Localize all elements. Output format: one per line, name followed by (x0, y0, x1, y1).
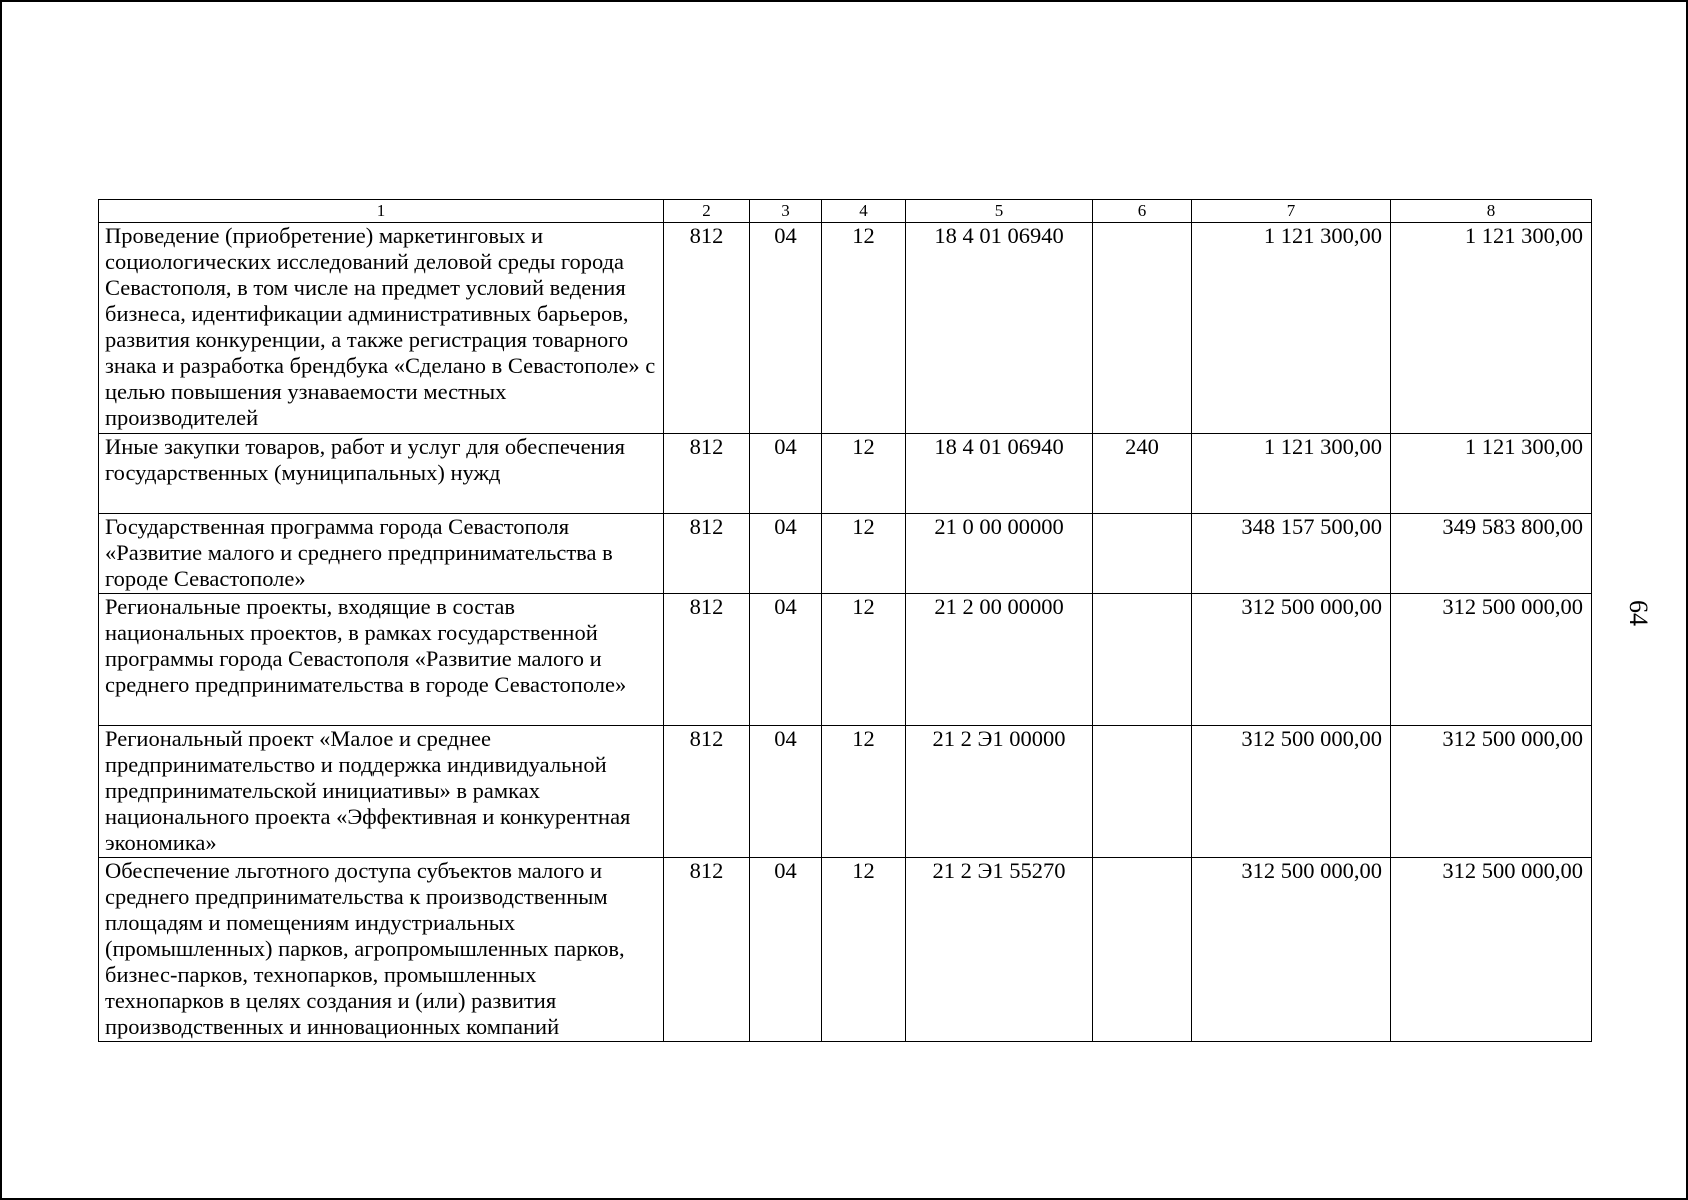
cell-target-article: 21 0 00 00000 (906, 514, 1093, 594)
cell-subsection: 12 (822, 514, 906, 594)
cell-subsection: 12 (822, 434, 906, 514)
cell-section: 04 (750, 434, 822, 514)
cell-subsection: 12 (822, 858, 906, 1042)
cell-department: 812 (664, 434, 750, 514)
page-number: 64 (1624, 600, 1653, 626)
row-name: Региональный проект «Малое и среднее предпринимательство и поддержка индивидуальной предпринимательской инициативы» в рамках национального проекта «Эффективная и конкурентная экономика» (99, 726, 664, 858)
cell-amount-col7: 312 500 000,00 (1192, 858, 1391, 1042)
cell-subsection: 12 (822, 594, 906, 726)
cell-amount-col7: 312 500 000,00 (1192, 594, 1391, 726)
cell-expense-type: 240 (1093, 434, 1192, 514)
column-header: 7 (1192, 200, 1391, 223)
column-header: 5 (906, 200, 1093, 223)
cell-expense-type (1093, 726, 1192, 858)
cell-expense-type (1093, 594, 1192, 726)
cell-section: 04 (750, 594, 822, 726)
cell-expense-type (1093, 223, 1192, 434)
table-row (99, 594, 1592, 726)
row-name: Региональные проекты, входящие в состав национальных проектов, в рамках государственной программы города Севастополя «Развитие малого и среднего предпринимательства в городе Севастополе» (99, 594, 664, 726)
cell-section: 04 (750, 726, 822, 858)
cell-target-article: 21 2 00 00000 (906, 594, 1093, 726)
row-name: Иные закупки товаров, работ и услуг для обеспечения государственных (муниципальных) нужд (99, 434, 664, 514)
cell-target-article: 21 2 Э1 00000 (906, 726, 1093, 858)
table-row (99, 434, 1592, 514)
cell-amount-col8: 1 121 300,00 (1391, 434, 1592, 514)
cell-subsection: 12 (822, 726, 906, 858)
cell-amount-col8: 312 500 000,00 (1391, 726, 1592, 858)
row-name: Обеспечение льготного доступа субъектов малого и среднего предпринимательства к производственным площадям и помещениям индустриальных (промышленных) парков, агропромышленных парков, бизнес-парков, технопарков, промышленных технопарков в целях создания и (или) развития производственных и инновационных компаний (99, 858, 664, 1042)
cell-department: 812 (664, 726, 750, 858)
table-row (99, 223, 1592, 434)
cell-target-article: 21 2 Э1 55270 (906, 858, 1093, 1042)
column-header: 2 (664, 200, 750, 223)
column-header: 8 (1391, 200, 1592, 223)
cell-subsection: 12 (822, 223, 906, 434)
cell-department: 812 (664, 514, 750, 594)
table-row (99, 514, 1592, 594)
cell-target-article: 18 4 01 06940 (906, 434, 1093, 514)
row-name: Проведение (приобретение) маркетинговых и социологических исследований деловой среды города Севастополя, в том числе на предмет условий ведения бизнеса, идентификации административных барьеров, развития конкуренции, а также регистрация товарного знака и разработка брендбука «Сделано в Севастополе» с целью повышения узнаваемости местных производителей (99, 223, 664, 434)
cell-department: 812 (664, 223, 750, 434)
cell-amount-col8: 1 121 300,00 (1391, 223, 1592, 434)
cell-amount-col7: 1 121 300,00 (1192, 434, 1391, 514)
column-header: 1 (99, 200, 664, 223)
cell-section: 04 (750, 514, 822, 594)
cell-amount-col8: 312 500 000,00 (1391, 858, 1592, 1042)
column-header: 6 (1093, 200, 1192, 223)
column-header: 4 (822, 200, 906, 223)
row-name: Государственная программа города Севастополя «Развитие малого и среднего предпринимательства в городе Севастополе» (99, 514, 664, 594)
cell-amount-col8: 312 500 000,00 (1391, 594, 1592, 726)
cell-section: 04 (750, 858, 822, 1042)
table-row (99, 726, 1592, 858)
column-header: 3 (750, 200, 822, 223)
cell-section: 04 (750, 223, 822, 434)
cell-amount-col7: 312 500 000,00 (1192, 726, 1391, 858)
header-row (99, 200, 1592, 223)
table-row (99, 858, 1592, 1042)
cell-expense-type (1093, 858, 1192, 1042)
cell-amount-col8: 349 583 800,00 (1391, 514, 1592, 594)
cell-department: 812 (664, 858, 750, 1042)
budget-table (98, 199, 1592, 1042)
cell-amount-col7: 1 121 300,00 (1192, 223, 1391, 434)
cell-target-article: 18 4 01 06940 (906, 223, 1093, 434)
cell-amount-col7: 348 157 500,00 (1192, 514, 1391, 594)
cell-department: 812 (664, 594, 750, 726)
cell-expense-type (1093, 514, 1192, 594)
